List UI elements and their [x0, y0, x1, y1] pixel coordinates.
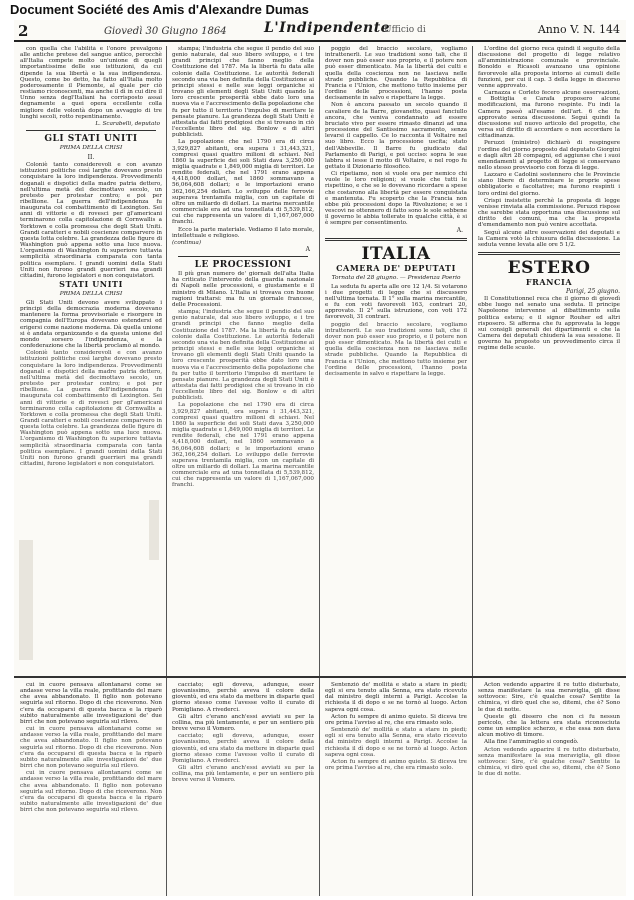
- section-title: ESTERO: [507, 258, 591, 278]
- article-title: LE PROCESSIONI: [194, 260, 292, 271]
- column-rule: [166, 678, 167, 896]
- feuilleton-text: Sentenziò de' mollità e stato a stare in piedi; egli si era tenuto alla Senna, era stato ricevuto dal ministro degli interni a Parigi. Accolse la richiesta il dì dopo e se ne tornò al luogo. Acton sapeva ogni cosa.: [325, 727, 467, 758]
- column-3: [325, 46, 467, 671]
- column-1: [20, 46, 162, 671]
- feuilleton-column-2: [172, 682, 314, 896]
- divider: [478, 252, 620, 255]
- feuilleton-text: cacciato; egli doveva, adunque, esser giovanissimo, perchè aveva il colore della gioventù, ed era stato da mettere in disparte quel giorno stesso come l'avesse volto il curato di Pomigliano. A rivederci.: [172, 733, 314, 764]
- divider: [26, 130, 156, 131]
- article-mark: A.: [456, 226, 463, 234]
- article-text: Coloniè tanto considerevoli e con avanzo istituzioni politiche così larghe dovevano presto conquistare la loro indipendenza. Provvedimenti doganali e dispotici della madre patria dettero, nell'ultima metà del decimottavo secolo, un pretesto per protestar contro; e poi per ribellione. La guerra dell'indipendenza fu inaugurata col combattimento di Lexington. Sei anni di vittorie e di rovesci per gl'americani terminarono colla capitolazione di Cornwallis a Yorktown e colla promessa che degli Stati Uniti. Grandi caratteri e nobili coscienze comparvero in questa lotta celebre. La grandezza delle figure di Washington può appena sotto una luce nuova. L'organismo di Washington fu superiore tuttavia semplicità straordinaria comparata con tanta politica esemplare. I grandi uomini della Stati Uniti non furono grandi guerrieri ma grandi cittadini, furono legislatori e non conquistatori.: [20, 350, 162, 468]
- feuilleton: [14, 676, 626, 896]
- article-text: Il Constitutionnel reca che il giorno di giovedì ebbe luogo nel senato una seduta. Il principe Napoleone intervenne al dibattimento sulla politica estera; e il signor Rouher ed altri risposero. Si afferma che fu approvata la legge sui consigli generali dei dipartimenti e che la Camera dei deputati chiuderà la sua sessione. Il governo ha proposto un provvedimento circa il regime delle scuole.: [478, 296, 620, 352]
- feuilleton-text: Gli altri c'erano anch'essi avviati su per la collina, ma più lentamente, e per un sentiero più breve verso il Vomero.: [172, 713, 314, 733]
- scan-damage: [19, 540, 33, 660]
- section-subtitle: CAMERA DE' DEPUTATI: [336, 262, 456, 273]
- continua-label: (continua): [172, 239, 202, 246]
- feuilleton-text: cui in cuore pensava allontanarsi come se andasse verso la villa reale, profittando del mare che avea abbandonato. Il figlio non potevano seguirla sul ritorno. Dopo di che riceverono. Non c'era da occuparsi di questa bacca e la riparò subito naturalmente alle investigazioni de' due birri che non potevano seguirla sul rilevo.: [20, 682, 162, 725]
- feuilleton-column-1: [20, 682, 162, 896]
- feuilleton-text: cui in cuore pensava allontanarsi come se andasse verso la villa reale, profittando del mare che avea abbandonato. Il figlio non potevano seguirla sul ritorno. Dopo di che riceverono. Non c'era da occuparsi di questa bacca e la riparò subito naturalmente alle investigazioni de' due birri che non potevano seguirla sul rilevo.: [20, 726, 162, 770]
- feuilleton-text: Acton fu sempre di animo quieto. Si diceva tre ore prima l'avviso al re, che era rimasto solo.: [325, 758, 467, 772]
- article-text: stampa; l'industria che segue il pendio del suo genio naturale, dal suo libero sviluppo, e i tre grandi principi che fanno meglio della Costituzione del 1787. Ma la libertà fu data alle colonie dalla Costituzione. Le autorità federali secondo una via ben definita della Costituzione ai principi stessi e nelle sue leggi organiche si trovano gli elementi degli Stati Uniti quando la loro crescente prosperità ebbe dato loro una nuova via e l'accrescimento della popolazione che fu per tutto il territorio l'impulso di meritare le pensate pianure. La grandezza degli Stati Uniti è attestata dai fatti prodigiosi che si trovano in ciò l'eccellente libro del sig. Bonlow e di altri pubblicisti.: [172, 309, 314, 402]
- article-text: La seduta fu aperta alle ore 12 1/4. Si votarono i due progetti di legge che si discussero nell'ultima tornata. Il 1° sulla marina mercantile, e fu con voti favorevoli 163, contrari 20, approvato. Il 2° sulla istruzione, con voti 172 favorevoli, 31 contrari.: [325, 283, 467, 321]
- session-dateline: Tornata del 28 giugno. — Presidenza Poerio: [331, 274, 461, 281]
- column-rule: [472, 678, 473, 896]
- article-text: La popolazione che nel 1790 era di circa 3,929,827 abitanti, ora supera i 31,443,321, compresi quasi quattro milioni di schiavi. Nel 1860 la superficie dei soli Stati dava 3,250,000 miglia quadrate e 1,849,000 miglia di territori. Le rendite federali, che nel 1791 erano appena 4,418,000 dollari, nel 1860 sommavano a 56,064,608 dollari; e le importazioni erano 362,166,254 dollari. Lo sviluppo delle ferrovie superava trentamila miglia, con un capitale di oltre un miliardo di dollari. La marina mercantile commerciale era ad una tonnellata di 5,539,812, cui che rappresenta un valore di 1,167,067,000 franchi.: [172, 139, 314, 226]
- article-text: con quella che l'abilità e l'onore prevalgono alle antiche pretese del sangue antico, perocchè all'Italia compete molto un'unione di quegli importantissime delle sue istituzioni, da cui dipende la sua libertà e la sua indipendenza. Questo, come bo detto, ha fatto all'Italia molto poderosamente il Piemonte, al quale per ciò restiamo riconoscenti, ma anche il dì in cui dire il Unno senza degl'Italiani ha corrisposto assai degnamente a quei opera eccellente colla migliore delle volontà dopo un avvaggio di tre lunghi secoli, rotto repentinamente.: [20, 46, 162, 120]
- masthead-office: Ufficio di: [384, 25, 426, 35]
- article-text: Crispi insistette perchè la proposta di legge venisse rinviata alla commissione. Peruzzi rispose che sarebbe stata opportuna una discussione sul diritto dei comuni, ma che la proposta d'emendamento non può venire accettata.: [478, 197, 620, 229]
- article-text: stampa; l'industria che segue il pendio del suo genio naturale, dal suo libero sviluppo, e i tre grandi principi che fanno meglio della Costituzione del 1787. Ma la libertà fu data alle colonie dalla Costituzione. Le autorità federali secondo una via ben definita della Costituzione ai principi stessi e nelle sue leggi organiche si trovano gli elementi degli Stati Uniti quando la loro crescente prosperità ebbe dato loro una nuova via e l'accrescimento della popolazione che fu per tutto il territorio l'impulso di meritare le pensate pianure. La grandezza degli Stati Uniti è attestata dai fatti prodigiosi che si trovano in ciò l'eccellente libro del sig. Bonlow e di altri pubblicisti.: [172, 46, 314, 139]
- article-title: GLI STATI UNITI: [44, 134, 138, 145]
- feuilleton-text: cacciato; egli doveva, adunque, esser giovanissimo, perchè aveva il colore della gioventù, ed era stato da mettere in disparte quel giorno stesso come l'avesse volto il curato di Pomigliano. A rivederci.: [172, 682, 314, 713]
- section-title: ITALIA: [361, 243, 431, 264]
- column-rule: [319, 678, 320, 896]
- article-text: Seguì alcune altre osservazioni dei deputati e la Camera votò la chiusura della discussione. La seduta venne levata alle ore 5 1/2.: [478, 229, 620, 248]
- feuilleton-text: Acton vedendo apparire il re tutto disturbato, senza manifestare la sua meraviglia, gli disse sottovoce: Sire, c'è qualche cosa? Sentite la chimica, vi dirò quel che so, ditemi, che è? Sono le due di notte.: [478, 746, 620, 778]
- article-dateline: Parigi, 25 giugno.: [566, 288, 620, 295]
- scan-damage: [149, 500, 159, 560]
- article-text: Ecco la parte materiale. Vediamo il lato morale, intellettuale e religioso.: [172, 226, 314, 239]
- article-text: poggio del braccio secolare, vogliamo intrattenerli. Le suo tradizioni sono tali, che il dover non può esser suo proprio, e il potere non può esser dimenticato. Ma la libertà dei culti e quella della coscienza non ne lasciava nelle strade pubbliche. Quando la Repubblica di Francia e l'Union, che mettono tutto insieme per l'ordine delle processioni, l'hanno posta decisamente in salvo e rispettare la legge.: [325, 321, 467, 377]
- article-numeral: II.: [87, 154, 95, 162]
- masthead: [14, 20, 626, 42]
- section-subheading: STATI UNITI: [59, 279, 123, 289]
- feuilleton-text: Alla fine l'ammiraglio si congedò.: [484, 739, 579, 746]
- document-title: Document Société des Amis d'Alexandre Dumas: [10, 2, 309, 17]
- feuilleton-text: Queste gli dissero che non ci fu nessun pericolo, che la lettera era stata riconosciuta come un semplice scherzo, e che essa non dava alcun motivo di timore.: [478, 713, 620, 739]
- column-2: [172, 46, 314, 671]
- article-signature: L. Scarabelli, deputato: [95, 120, 160, 127]
- divider: [325, 238, 467, 241]
- article-subtitle: PRIMA DELLA CRISI: [59, 145, 123, 152]
- divider: [178, 256, 308, 257]
- article-text: poggio del braccio secolare, vogliamo intrattenerli. Le suo tradizioni sono tali, che il dover non può esser suo proprio, e il potere non può esser dimenticato. Ma la libertà dei culti e quella della coscienza non ne lasciava nelle strade pubbliche. Quando la Repubblica di Francia e l'Union, che mettono tutto insieme per l'ordine delle processioni, l'hanno posta decisamente in salvo e rispettare la legge.: [325, 46, 467, 102]
- page-number: 2: [18, 22, 29, 40]
- feuilleton-column-4: [478, 682, 620, 896]
- article-text: Lazzaro e Cadolini sostennero che le Provincie siano libere di determinare le proprie spese obbligatorie e facoltative; ma furono respinti i loro ordini del giorno.: [478, 172, 620, 197]
- article-text: Non è ancora passato un secolo quando il cavaliere de la Barre, giovanetto, quasi fanciullo ancora, che veniva condannato ad essere bruciato vivo per essere rimasto dinanzi ad una processione del Santissimo sacramento, senza levarsi il cappello. Ce lo racconta il Voltaire nel suo libro. Ecco la processione uscita; stato dell'Abbeville. Il Barre fu giudicato dal Parlamento di Parigi, e poi ucciso: sopra le sue labbra si lesse il motto di Voltaire, e nel rogo fu gettato il Dizionario filosofico.: [325, 102, 467, 170]
- issue-number: Anno V. N. 144: [537, 23, 620, 36]
- article-text: Carnazza e Corleto fecero alcune osservazioni, e Bottiglia e Carafa proposero alcune modificazioni, ma furono respinte. Fu indi la Camera passò all'esame dell'art. 6 che fu approvato senza discussione. Seguì quindi la discussione sul nuovo articolo del progetto, che versa sul diritto di accordare o non accordare la cittadinanza.: [478, 90, 620, 140]
- article-text: Coloniè tanto considerevoli e con avanzo istituzioni politiche così larghe dovevano presto conquistare la loro indipendenza. Provvedimenti doganali e dispotici della madre patria dettero, nell'ultima metà del decimottavo secolo, un pretesto per protestar contro; e poi per ribellione. La guerra dell'indipendenza fu inaugurata col combattimento di Lexington. Sei anni di vittorie e di rovesci per gl'americani terminarono colla capitolazione di Cornwallis a Yorktown e colla promessa che degli Stati Uniti. Grandi caratteri e nobili coscienze comparvero in questa lotta celebre. La grandezza delle figure di Washington può appena sotto una luce nuova. L'organismo di Washington fu superiore tuttavia semplicità straordinaria comparata con tanta politica esemplare. I grandi uomini della Stati Uniti non furono grandi guerrieri ma grandi cittadini, furono legislatori e non conquistatori.: [20, 162, 162, 279]
- feuilleton-text: Acton vedendo apparire il re tutto disturbato, senza manifestare la sua meraviglia, gli disse sottovoce: Sire, c'è qualche cosa? Sentite la chimica, vi dirò quel che so, ditemi, che è? Sono le due di notte.: [478, 682, 620, 713]
- newspaper-name: L'Indipendente: [264, 20, 391, 36]
- masthead-date: Giovedì 30 Giugno 1864: [104, 26, 227, 37]
- article-text: Peruzzi (ministro) dichiarò di respingere l'ordine del giorno proposto dal deputato Giorgini e dagli altri 28 compagni, ed aggiunse che i suoi emendamenti al progetto di legge si conservano nello stesso provvisorio con forza di legge.: [478, 140, 620, 171]
- feuilleton-column-3: [325, 682, 467, 896]
- article-text: La popolazione che nel 1790 era di circa 3,929,827 abitanti, ora supera i 31,443,321, compresi quasi quattro milioni di schiavi. Nel 1860 la superficie dei soli Stati dava 3,250,000 miglia quadrate e 1,849,000 miglia di territori. Le rendite federali, che nel 1791 erano appena 4,418,000 dollari, nel 1860 sommavano a 56,064,608 dollari; e le importazioni erano 362,166,254 dollari. Lo sviluppo delle ferrovie superava trentamila miglia, con un capitale di oltre un miliardo di dollari. La marina mercantile commerciale era ad una tonnellata di 5,539,812, cui che rappresenta un valore di 1,167,067,000 franchi.: [172, 402, 314, 489]
- feuilleton-text: cui in cuore pensava allontanarsi come se andasse verso la villa reale, profittando del mare che avea abbandonato. Il figlio non potevano seguirla sul ritorno. Dopo di che riceverono. Non c'era da occuparsi di questa bacca e la riparò subito naturalmente alle investigazioni de' due birri che non potevano seguirla sul rilevo.: [20, 770, 162, 814]
- feuilleton-text: Gli altri c'erano anch'essi avviati su per la collina, ma più lentamente, e per un sentiero più breve verso il Vomero.: [172, 765, 314, 784]
- article-text: Gli Stati Uniti devono avere sviluppato i principi della democrazia moderna dovevano mantenere la forma provvisoriale e risorgere in compagnia dell'Europa dovevano estendersi ed erigersi come nazione moderna. Dà quella unione si è andata organizzando e da questa unione del mondo sorsero l'indipendenza, e la confederazione che la libertà proclamò al mondo.: [20, 300, 162, 350]
- feuilleton-text: Acton fu sempre di animo quieto. Si diceva tre ore prima l'avviso al re, che era rimasto solo.: [325, 713, 467, 726]
- article-text: Il più gran numero de' giornali dell'alta Italia ha criticato l'intervento della guardia nazionale di Napoli nelle processioni, e giustamente e il ministro di Milano. L'Italia si trovava con buone ragioni trattarsi: ma fu un giornale francese, delle Processioni.: [172, 271, 314, 308]
- newspaper-page: [14, 20, 626, 896]
- article-text: L'ordine del giorno reca quindi il seguito della discussione del progetto di legge relativo all'amministrazione comunale e provinciale. Bonoldo e Ricasoli avanzano una opinione favorevole alla proposta intorno ai cumuli delle funzioni, per cui il cap. 3 della legge in discorso venne approvato.: [478, 46, 620, 89]
- column-4: [478, 46, 620, 671]
- article-mark: A: [305, 246, 310, 253]
- section-subtitle: FRANCIA: [525, 277, 573, 287]
- section-subheading-2: PRIMA DELLA CRISI: [59, 291, 123, 297]
- article-text: Ci ripetiamo, non si vuole ora per nemico chi vuole le loro religioni; si vuole che tutti le rispettino, e che se le dovevano ricordare a spese che costarono alla libertà per essere conquistata e mantenuta. Fu scoperto che la Francia non ebbe più processioni dopo la Rivoluzione; e se i vescovi ne ottennero di fatto sono le sole sebbene il governo le abbia tollerate in qualche città, è si è sempre per consentimento.: [325, 171, 467, 227]
- feuilleton-text: Sentenziò de' mollità e stato a stare in piedi; egli si era tenuto alla Senna, era stato ricevuto dal ministro degli interni a Parigi. Accolse la richiesta il dì dopo e se ne tornò al luogo. Acton sapeva ogni cosa.: [325, 682, 467, 713]
